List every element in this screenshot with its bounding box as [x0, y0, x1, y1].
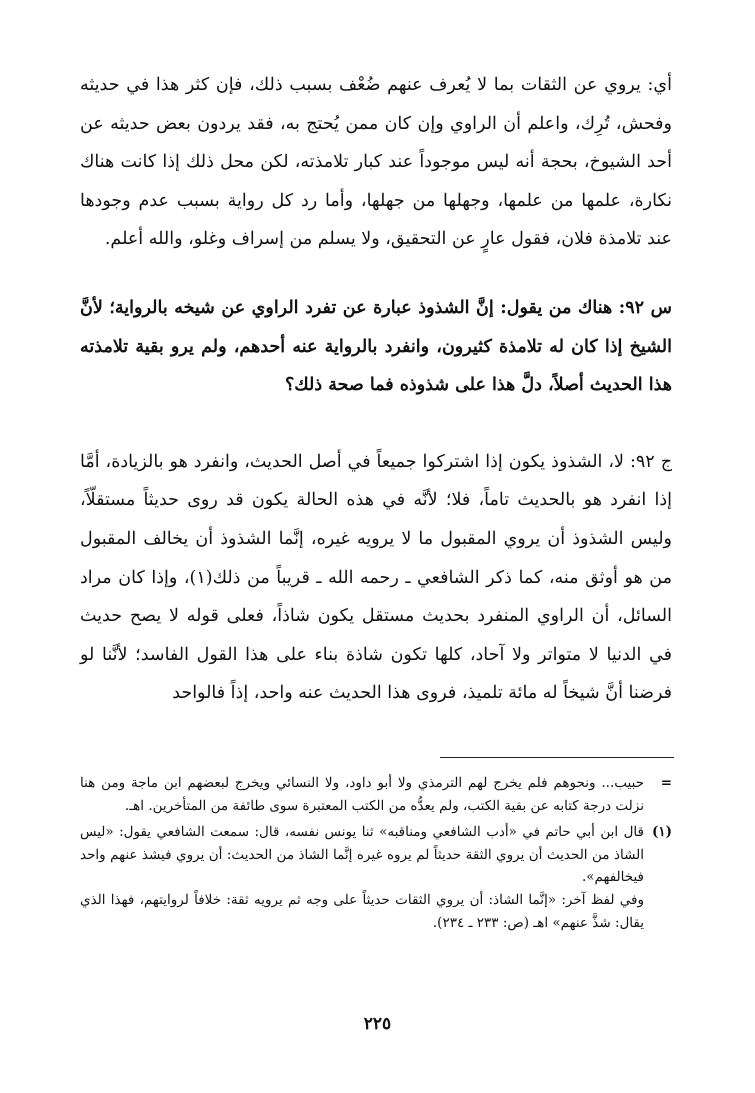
footnote-1-text: قال ابن أبي حاتم في «أدب الشافعي ومناقبه» ثنا يونس نفسه، قال: سمعت الشافعي يقول: «ليس الشاذ من الحديث أن يروي الثقة حديثاً لم يروه غيره إنَّما الشاذ من الحديث: أن يروي فيشذ عنهم واحد فيخالفهم».	[80, 824, 644, 886]
continuation-text: حبيب... ونحوهم فلم يخرج لهم الترمذي ولا أبو داود، ولا النسائي ويخرج لبعضهم ابن ماجة ومن هنا نزلت درجة كتابه عن بقية الكتب، ولم يعدُّه من الكتب المعتبرة سوى طائفة من المتأخرين. اهـ.	[80, 775, 644, 814]
footnote-1	[80, 821, 672, 934]
footnote-separator	[440, 757, 674, 758]
answer-92: ج ٩٢: لا، الشذوذ يكون إذا اشتركوا جميعاً في أصل الحديث، وانفرد هو بالزيادة، أمَّا إذا انفرد هو بالحديث تاماً، فلا؛ لأنَّه في هذه الحالة يكون قد روى حديثاً مستقلّاً، وليس الشذوذ أن يروي المقبول ما لا يرويه غيره، إنَّما الشذوذ أن يخالف المقبول من هو أوثق منه، كما ذكر الشافعي ـ رحمه الله ـ قريباً من ذلك(١)، وإذا كان مراد السائل، أن الراوي المنفرد بحديث مستقل يكون شاذاً، فعلى قوله لا يصح حديث في الدنيا لا متواتر ولا آحاد، كلها تكون شاذة بناء على هذا القول الفاسد؛ لأنَّنا لو فرضنا أنَّ شيخاً له مائة تلميذ، فروى هذا الحديث عنه واحد، إذاً فالواحد	[80, 451, 673, 704]
footnote-1-continuation: وفي لفظ آخر: «إنَّما الشاذ: أن يروي الثقات حديثاً على وجه ثم يرويه ثقة: خلافاً لروايتهم، فهذا الذي يقال: شذَّ عنهم» اهـ (ص: ٢٣٣ ـ ٢٣٤).	[80, 891, 644, 931]
footnotes	[80, 772, 672, 934]
footnote-1-mark: (١)	[651, 824, 672, 841]
paragraph-intro: أي: يروي عن الثقات بما لا يُعرف عنهم ضُعْف بسبب ذلك، فإن كثر هذا في حديثه وفحش، تُرِك، واعلم أن الراوي وإن كان ممن يُحتج به، فقد يردون بعض حديثه عن أحد الشيوخ، بحجة أنه ليس موجوداً عند كبار تلامذته، لكن محل ذلك إذا كانت هناك نكارة، علمها من علمها، وجهلها من جهلها، وأما رد كل رواية بسبب عدم وجودها عند تلامذة فلان، فقول عارٍ عن التحقيق، ولا يسلم من إسراف وغلو، والله أعلم.	[80, 75, 672, 250]
footnote-continuation	[80, 772, 672, 817]
main-text	[80, 66, 672, 713]
page-number: ٢٢٥	[363, 1014, 392, 1034]
question-92: س ٩٢: هناك من يقول: إنَّ الشذوذ عبارة عن تفرد الراوي عن شيخه بالرواية؛ لأنَّ الشيخ إذا كان له تلامذة كثيرون، وانفرد بالرواية عنه أحدهم، ولم يرو بقية تلامذته هذا الحديث أصلاً، دلَّ هذا على شذوذه فما صحة ذلك؟	[80, 297, 672, 396]
continuation-mark: =	[660, 775, 672, 791]
